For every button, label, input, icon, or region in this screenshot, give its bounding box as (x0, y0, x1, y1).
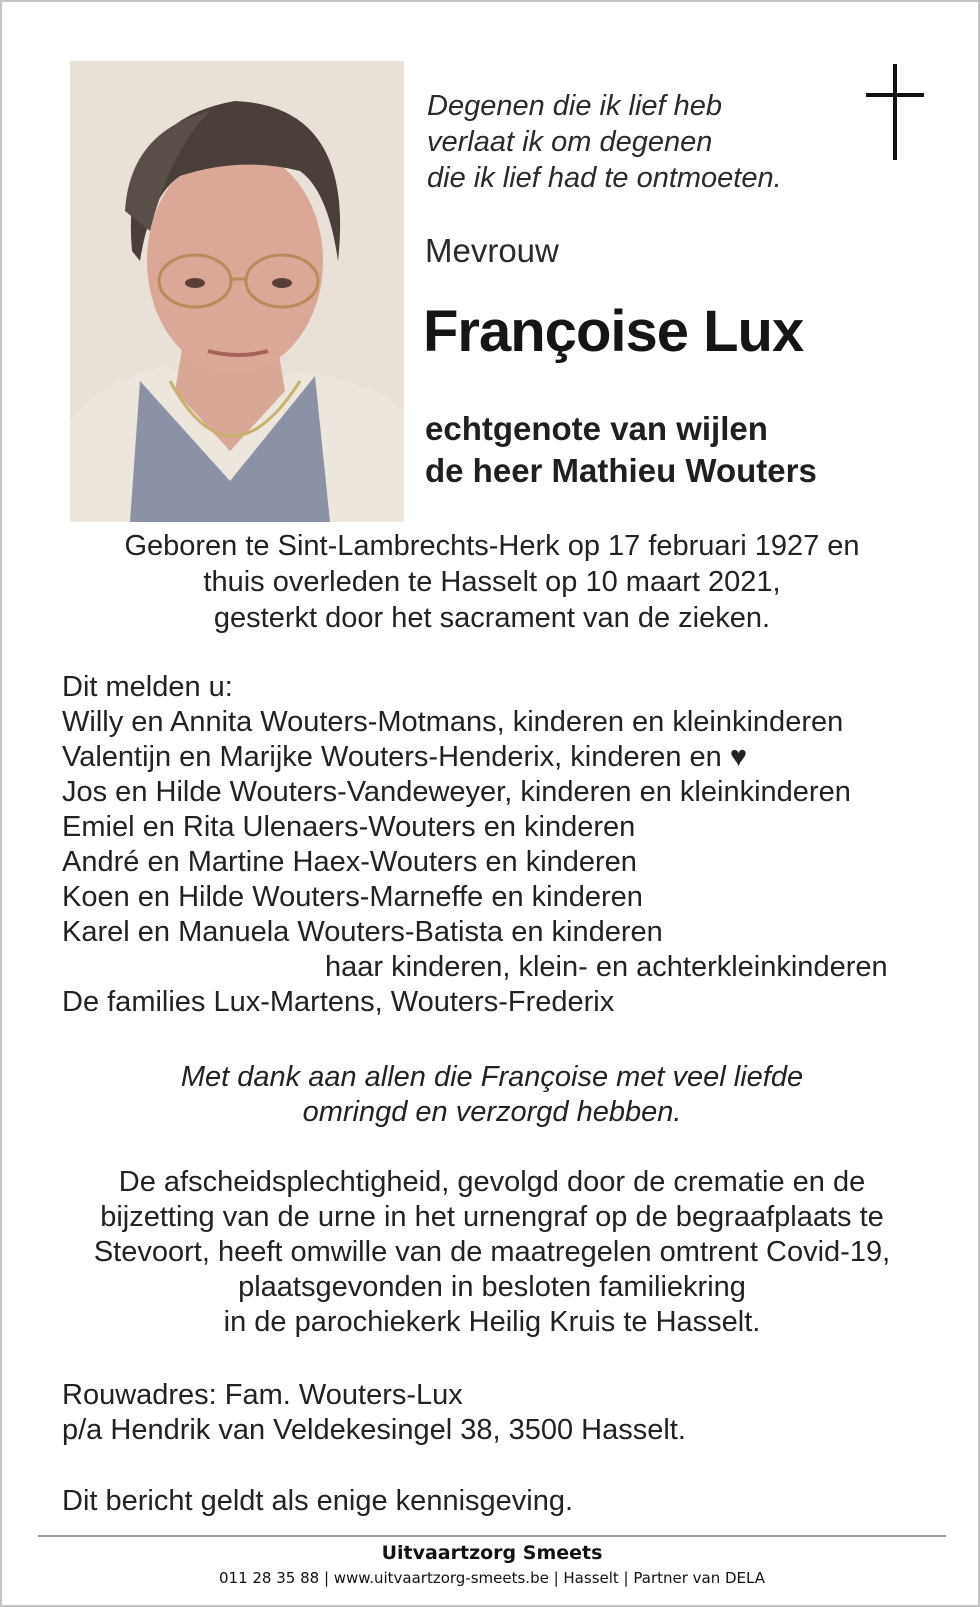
thanks-line: Met dank aan allen die Françoise met veel liefde (180, 1061, 804, 1093)
birth-death-line: gesterkt door het sacrament van de zieken. (213, 602, 771, 634)
ceremony-line: plaatsgevonden in besloten familiekring (238, 1271, 746, 1303)
family-line: Valentijn en Marijke Wouters-Henderix, kinderen en ♥ (62, 741, 748, 773)
address-line: Rouwadres: Fam. Wouters-Lux (62, 1379, 463, 1411)
spouse-line: echtgenote van wijlen (425, 410, 768, 447)
extended-family-line: De families Lux-Martens, Wouters-Frederix (62, 986, 615, 1018)
salutation: Mevrouw (425, 232, 559, 269)
ceremony-info (42, 1165, 942, 1340)
quote-line: die ik lief had te ontmoeten. (427, 162, 782, 194)
opening-quote (427, 88, 847, 196)
cross-icon (866, 64, 924, 160)
portrait-photo (70, 61, 404, 522)
portrait-illustration (70, 61, 404, 522)
family-line: Koen en Hilde Wouters-Marneffe en kinderen (62, 881, 643, 913)
family-line: Emiel en Rita Ulenaers-Wouters en kinderen (62, 811, 636, 843)
funeral-home-name: Uitvaartzorg Smeets (381, 1542, 603, 1564)
family-line: Jos en Hilde Wouters-Vandeweyer, kinderen en kleinkinderen (62, 776, 851, 808)
announcement-intro: Dit melden u: (62, 671, 233, 703)
ceremony-line: De afscheidsplechtigheid, gevolgd door de crematie en de (118, 1166, 866, 1198)
thanks-message (42, 1060, 942, 1130)
quote-line: Degenen die ik lief heb (427, 90, 723, 122)
address-line: p/a Hendrik van Veldekesingel 38, 3500 Hasselt. (62, 1414, 686, 1446)
birth-death-info (42, 528, 942, 636)
funeral-home-contact: 011 28 35 88 | www.uitvaartzorg-smeets.be | Hasselt | Partner van DELA (218, 1569, 765, 1587)
spouse-line: de heer Mathieu Wouters (425, 452, 817, 489)
deceased-name: Françoise Lux (423, 299, 804, 364)
family-line: Karel en Manuela Wouters-Batista en kinderen (62, 916, 663, 948)
ceremony-line: in de parochiekerk Heilig Kruis te Hasselt. (223, 1306, 761, 1338)
ceremony-line: Stevoort, heeft omwille van de maatregelen omtrent Covid-19, (93, 1236, 891, 1268)
birth-death-line: Geboren te Sint-Lambrechts-Herk op 17 februari 1927 en (124, 530, 860, 562)
quote-line: verlaat ik om degenen (427, 126, 713, 158)
thanks-line: omringd en verzorgd hebben. (302, 1096, 682, 1128)
birth-death-line: thuis overleden te Hasselt op 10 maart 2021, (203, 566, 781, 598)
family-line: Willy en Annita Wouters-Motmans, kinderen en kleinkinderen (62, 706, 844, 738)
spouse-info (425, 408, 817, 492)
grandchildren-line: haar kinderen, klein- en achterkleinkinderen (325, 951, 888, 983)
footer-divider (38, 1535, 946, 1537)
announcement (62, 670, 942, 1020)
family-line: André en Martine Haex-Wouters en kinderen (62, 846, 637, 878)
mourning-address (62, 1378, 686, 1448)
notice-text: Dit bericht geldt als enige kennisgeving. (62, 1485, 574, 1517)
ceremony-line: bijzetting van de urne in het urnengraf op de begraafplaats te (100, 1201, 884, 1233)
